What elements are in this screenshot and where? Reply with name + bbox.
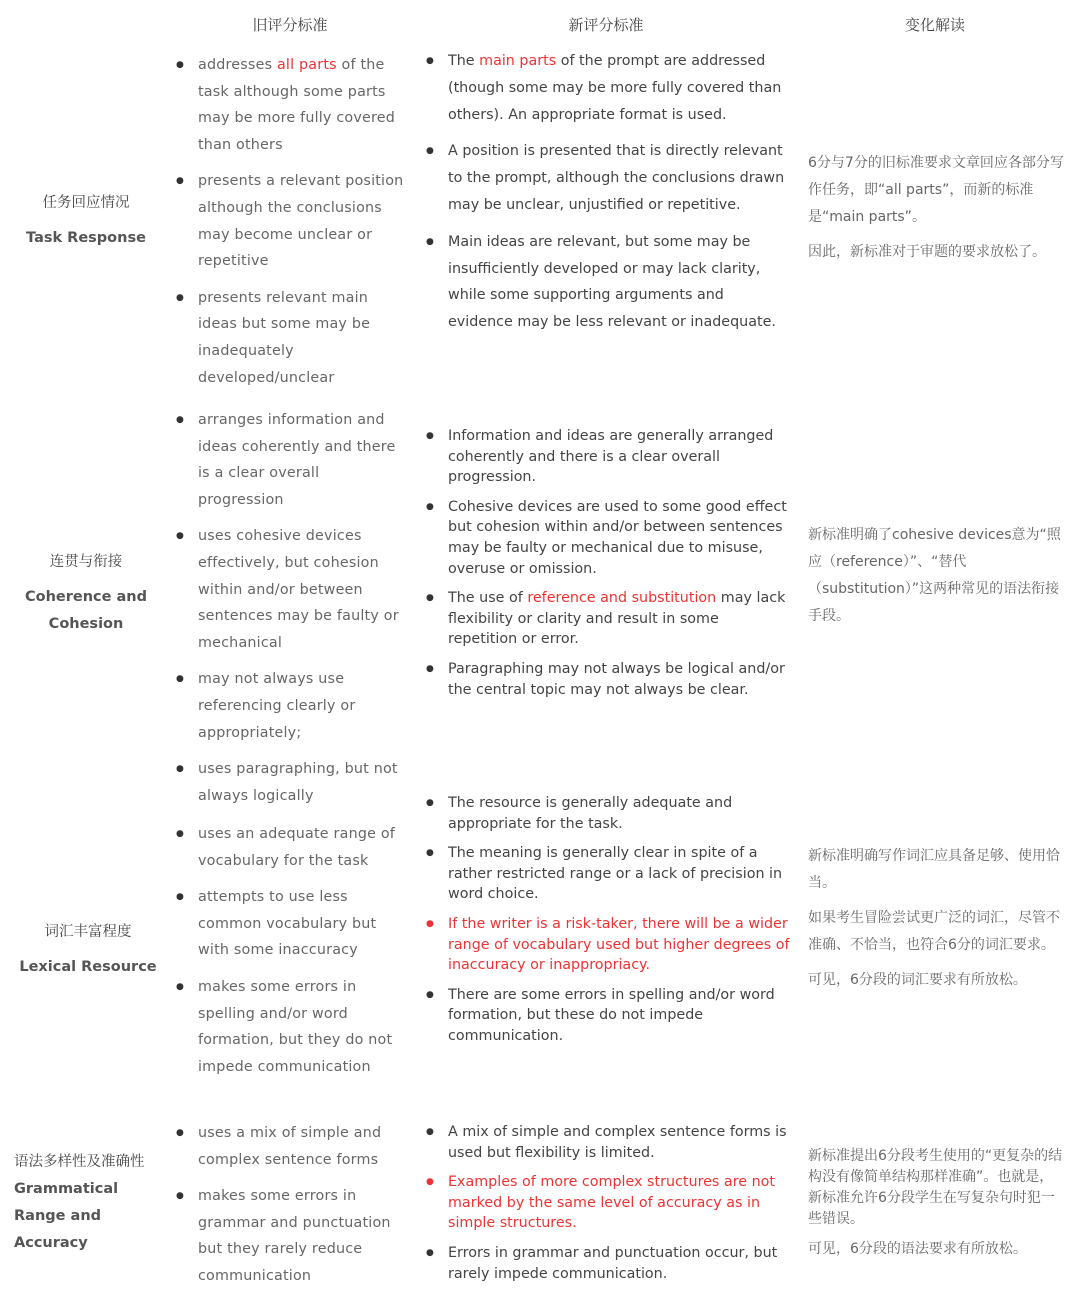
- new-criteria-list: [422, 793, 790, 1047]
- text-pre: presents a relevant position although the conclusions may become unclear or repetitive: [198, 173, 404, 270]
- change-note: 可见，6分段的词汇要求有所放松。: [808, 972, 1027, 988]
- change-note: 6分与7分的旧标准要求文章回应各部分写作任务，即“all parts”，而新的标准是“main parts”。: [808, 155, 1064, 225]
- new-criterion: [422, 48, 790, 128]
- text-pre: There are some errors in spelling and/or word formation, but these do not impede communication.: [448, 986, 775, 1044]
- section-label-en: Grammatical Range and Accuracy: [14, 1181, 119, 1251]
- section-label-lexical-resource: [8, 919, 168, 981]
- change-note: 新标准明确了cohesive devices意为“照应（reference）”、“替代（substitution）”这两种常见的语法衔接手段。: [808, 527, 1061, 624]
- text-pre: uses cohesive devices effectively, but cohesion within and/or between sentences may be faulty or mechanical: [198, 528, 399, 651]
- text-pre: uses paragraphing, but not always logically: [198, 761, 398, 804]
- text-pre: The use of: [448, 590, 528, 607]
- section-label-en: Coherence and Cohesion: [24, 589, 148, 632]
- new-criterion: [422, 1243, 790, 1284]
- text-pre: attempts to use less common vocabulary but with some inaccuracy: [198, 889, 377, 959]
- highlight-text: main parts: [479, 53, 557, 69]
- text-pre: A position is presented that is directly relevant to the prompt, although the conclusions drawn may be unclear, unjustified or repetitive.: [448, 143, 785, 213]
- old-criterion: [172, 523, 404, 656]
- change-note: 新标准明确写作词汇应具备足够、使用恰当。: [808, 848, 1060, 891]
- old-criterion: [172, 407, 404, 513]
- text-pre: Cohesive devices are used to some good effect but cohesion within and/or between sentences may be faulty or mechanical due to misuse, overuse or omission.: [448, 498, 787, 577]
- change-notes: [808, 522, 1066, 638]
- old-criterion: [172, 884, 408, 964]
- new-criterion: [422, 659, 790, 700]
- text-pre: A mix of simple and complex sentence forms is used but flexibility is limited.: [448, 1124, 787, 1161]
- new-criteria-list: [422, 48, 790, 336]
- old-criterion: [172, 52, 404, 158]
- change-notes: [808, 843, 1066, 1002]
- new-criterion: [422, 229, 790, 336]
- new-criterion: [422, 1122, 790, 1163]
- change-note: 因此，新标准对于审题的要求放松了。: [808, 244, 1046, 260]
- old-criteria-list: [172, 821, 408, 1080]
- section-label-cn: 连贯与衔接: [49, 554, 123, 570]
- new-criterion: [422, 138, 790, 218]
- old-criterion: [172, 974, 408, 1080]
- text-pre: Examples of more complex structures are not marked by the same level of accuracy as in simple structures.: [448, 1174, 776, 1232]
- change-notes: [808, 150, 1066, 274]
- old-criterion: [172, 756, 404, 809]
- new-criterion: [422, 985, 790, 1047]
- section-label-cn: 词汇丰富程度: [44, 924, 132, 940]
- text-pre: Paragraphing may not always be logical and/or the central topic may not always be clear.: [448, 660, 785, 698]
- section-label-en: Lexical Resource: [19, 959, 157, 975]
- old-criteria-list: [172, 407, 404, 809]
- old-criterion: [172, 1183, 404, 1289]
- highlight-text: reference and substitution: [527, 590, 717, 607]
- text-pre: makes some errors in grammar and punctuation but they rarely reduce communication: [198, 1188, 391, 1284]
- old-criteria-list: [172, 1120, 404, 1290]
- text-pre: makes some errors in spelling and/or word formation, but they do not impede communication: [198, 978, 393, 1075]
- text-pre: The resource is generally adequate and appropriate for the task.: [448, 795, 733, 832]
- old-criterion: [172, 285, 404, 391]
- old-criteria-list: [172, 52, 404, 391]
- header-old-criteria: 旧评分标准: [252, 16, 328, 34]
- new-criterion: [422, 497, 790, 579]
- section-label-grammatical-range: [14, 1149, 160, 1257]
- highlight-text: all parts: [276, 57, 337, 73]
- change-note: 可见，6分段的语法要求有所放松。: [808, 1241, 1027, 1257]
- old-criterion: [172, 666, 404, 746]
- text-pre: Errors in grammar and punctuation occur, but rarely impede communication.: [448, 1244, 778, 1282]
- section-label-coherence-cohesion: [6, 549, 166, 638]
- old-criterion: [172, 168, 404, 274]
- text-pre: uses a mix of simple and complex sentence forms: [198, 1125, 382, 1168]
- new-criterion: [422, 588, 790, 650]
- text-post: of the prompt are addressed (though some may be more fully covered than others). An appropriate format is used.: [448, 53, 782, 123]
- header-new-criteria: 新评分标准: [568, 16, 644, 34]
- new-criterion: [422, 793, 790, 834]
- text-pre: uses an adequate range of vocabulary for the task: [198, 826, 396, 869]
- text-pre: Main ideas are relevant, but some may be insufficiently developed or may lack clarity, while some supporting arguments and evidence may be less relevant or inadequate.: [448, 233, 776, 331]
- text-pre: may not always use referencing clearly or appropriately;: [198, 671, 356, 741]
- section-label-cn: 任务回应情况: [42, 195, 130, 211]
- header-change-notes: 变化解读: [904, 16, 965, 34]
- change-note: 如果考生冒险尝试更广泛的词汇，尽管不准确、不恰当，也符合6分的词汇要求。: [808, 910, 1060, 953]
- new-criterion: [422, 843, 790, 905]
- change-notes: [808, 1146, 1066, 1268]
- section-label-cn: 语法多样性及准确性: [14, 1154, 145, 1170]
- text-pre: The meaning is generally clear in spite of a rather restricted range or a lack of precision in word choice.: [448, 845, 783, 903]
- old-criterion: [172, 821, 408, 874]
- new-criteria-list: [422, 426, 790, 700]
- text-pre: presents relevant main ideas but some may be inadequately developed/unclear: [198, 289, 371, 386]
- section-label-task-response: [6, 190, 166, 252]
- new-criterion-highlighted: [422, 1172, 790, 1234]
- new-criteria-list: [422, 1122, 790, 1284]
- new-criterion: [422, 426, 790, 488]
- text-pre: The: [448, 53, 480, 69]
- change-note: 新标准提出6分段考生使用的“更复杂的结构没有像简单结构那样准确”。也就是，新标准允许6分段学生在写复杂句时犯一些错误。: [808, 1148, 1063, 1227]
- old-criterion: [172, 1120, 404, 1173]
- text-pre: If the writer is a risk-taker, there will be a wider range of vocabulary used but higher degrees of inaccuracy or inappropriacy.: [448, 915, 790, 974]
- text-pre: addresses: [198, 57, 277, 73]
- text-post: may lack flexibility or clarity and result in some repetition or error.: [448, 590, 786, 648]
- section-label-en: Task Response: [26, 230, 146, 246]
- new-criterion-highlighted: [422, 914, 790, 976]
- text-pre: Information and ideas are generally arranged coherently and there is a clear overall progression.: [448, 428, 774, 486]
- text-pre: arranges information and ideas coherently and there is a clear overall progression: [198, 412, 396, 508]
- text-post: of the task although some parts may be more fully covered than others: [198, 57, 396, 153]
